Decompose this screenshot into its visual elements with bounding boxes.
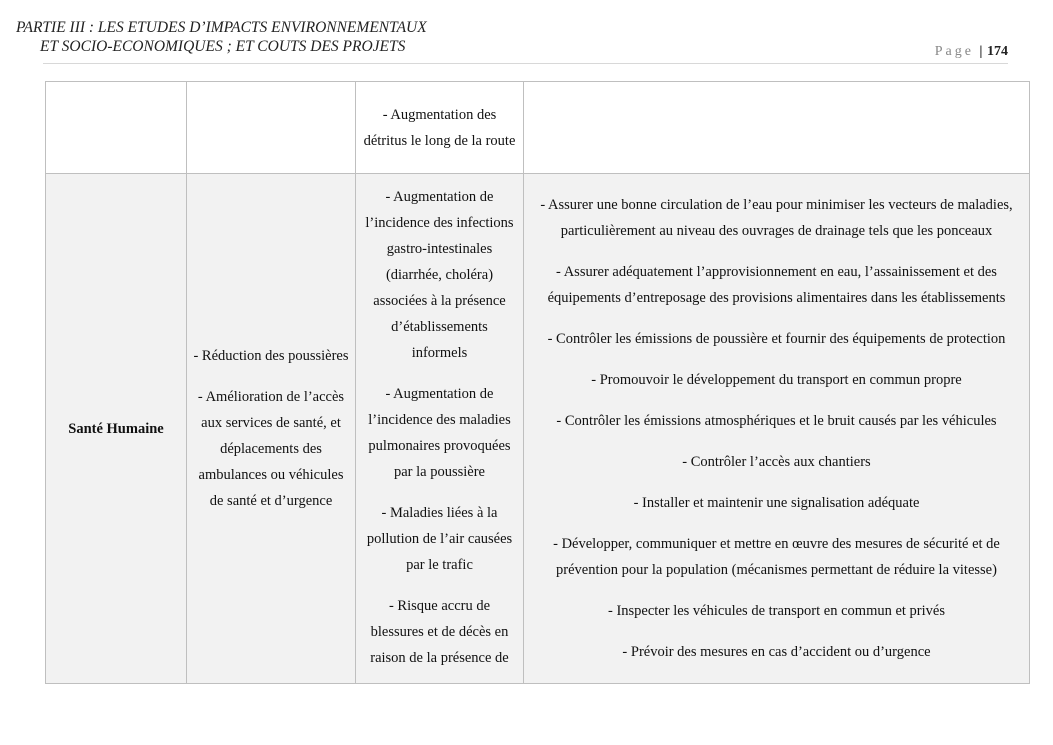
positive-impacts-cell [187,174,356,684]
negative-impacts-cell [356,82,524,174]
page-label: Page [934,44,974,59]
negative-impact-item: - Augmentation de l’incidence des infections gastro-intestinales (diarrhée, choléra) associées à la présence d’établissements informels [365,189,514,361]
table-row [46,82,1030,174]
category-cell [46,82,187,174]
impact-table [45,81,1030,684]
mitigation-measure-item: - Assurer une bonne circulation de l’eau pour minimiser les vecteurs de maladies, particulièrement au niveau des ouvrages de drainage tels que les ponceaux [540,197,1013,239]
mitigation-measure-item: - Prévoir des mesures en cas d’accident ou d’urgence [622,644,931,660]
positive-impact-item: - Réduction des poussières [193,348,349,364]
header-title-line-1: PARTIE III : LES ETUDES D’IMPACTS ENVIRONNEMENTAUX [16,19,427,36]
mitigation-measure-item: - Promouvoir le développement du transport en commun propre [591,372,962,388]
page-separator: | [979,44,983,59]
mitigation-measures-cell [524,82,1030,174]
mitigation-measure-item: - Développer, communiquer et mettre en œuvre des mesures de sécurité et de prévention pour la population (mécanismes permettant de réduire la vitesse) [553,536,1000,578]
negative-impact-item: - Risque accru de blessures et de décès en raison de la présence de [370,598,509,666]
positive-impacts-cell [187,82,356,174]
page-indicator [935,44,1008,60]
mitigation-measures-cell [524,174,1030,684]
header-title-line-2: ET SOCIO-ECONOMIQUES ; ET COUTS DES PROJETS [40,38,406,55]
page-number: 174 [987,44,1008,59]
header-divider [43,63,1008,64]
mitigation-measure-item: - Contrôler les émissions atmosphériques et le bruit causés par les véhicules [556,413,997,429]
negative-impact-item: - Augmentation des détritus le long de la route [363,106,516,149]
mitigation-measure-item: - Installer et maintenir une signalisation adéquate [633,495,920,511]
positive-impact-item: - Amélioration de l’accès aux services de santé, et déplacements des ambulances ou véhicules de santé et d’urgence [197,389,345,509]
mitigation-measure-item: - Assurer adéquatement l’approvisionnement en eau, l’assainissement et des équipements d’entreposage des provisions alimentaires dans les établissements [547,264,1006,306]
negative-impacts-cell [356,174,524,684]
document-header-title [16,18,427,56]
mitigation-measure-item: - Contrôler les émissions de poussière et fournir des équipements de protection [547,331,1006,347]
table-row [46,174,1030,684]
mitigation-measure-item: - Contrôler l’accès aux chantiers [682,454,871,470]
negative-impact-item: - Augmentation de l’incidence des maladies pulmonaires provoquées par la poussière [368,386,511,480]
category-cell: Santé Humaine [46,174,187,684]
mitigation-measure-item: - Inspecter les véhicules de transport en commun et privés [607,603,945,619]
negative-impact-item: - Maladies liées à la pollution de l’air causées par le trafic [366,505,513,573]
